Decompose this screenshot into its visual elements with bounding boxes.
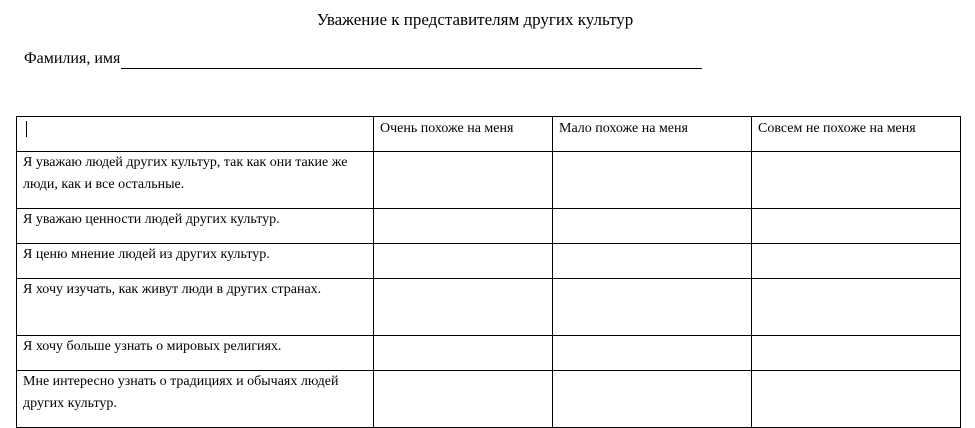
answer-cell[interactable]: [374, 152, 553, 209]
survey-table: [16, 116, 961, 428]
answer-cell[interactable]: [752, 279, 961, 336]
table-row: [17, 209, 961, 244]
answer-cell[interactable]: [752, 209, 961, 244]
answer-cell[interactable]: [374, 244, 553, 279]
table-row: [17, 371, 961, 428]
answer-cell[interactable]: [752, 244, 961, 279]
table-row: [17, 336, 961, 371]
answer-cell[interactable]: [553, 371, 752, 428]
statement-cell: Мне интересно узнать о традициях и обычаях людей других культур.: [17, 371, 374, 428]
header-cell-empty[interactable]: [17, 117, 374, 152]
statement-cell: Я хочу изучать, как живут люди в других странах.: [17, 279, 374, 336]
answer-cell[interactable]: [374, 371, 553, 428]
answer-cell[interactable]: [374, 279, 553, 336]
table-row: [17, 244, 961, 279]
header-not-similar: Совсем не похоже на меня: [752, 117, 961, 152]
answer-cell[interactable]: [553, 209, 752, 244]
answer-cell[interactable]: [553, 244, 752, 279]
statement-cell: Я уважаю ценности людей других культур.: [17, 209, 374, 244]
statement-cell: Я хочу больше узнать о мировых религиях.: [17, 336, 374, 371]
table-row: [17, 279, 961, 336]
answer-cell[interactable]: [553, 336, 752, 371]
answer-cell[interactable]: [553, 279, 752, 336]
table-header-row: [17, 117, 961, 152]
statement-cell: Я уважаю людей других культур, так как они такие же люди, как и все остальные.: [17, 152, 374, 209]
table-row: [17, 152, 961, 209]
text-cursor: [26, 121, 27, 137]
answer-cell[interactable]: [752, 371, 961, 428]
name-input-line[interactable]: [121, 52, 702, 69]
statement-cell: Я ценю мнение людей из других культур.: [17, 244, 374, 279]
document-title: Уважение к представителям других культур: [316, 10, 634, 29]
header-little-similar: Мало похоже на меня: [553, 117, 752, 152]
answer-cell[interactable]: [752, 152, 961, 209]
answer-cell[interactable]: [553, 152, 752, 209]
header-very-similar: Очень похоже на меня: [374, 117, 553, 152]
name-field-line: [24, 49, 702, 69]
name-label: Фамилия, имя: [24, 50, 121, 67]
answer-cell[interactable]: [752, 336, 961, 371]
answer-cell[interactable]: [374, 336, 553, 371]
answer-cell[interactable]: [374, 209, 553, 244]
